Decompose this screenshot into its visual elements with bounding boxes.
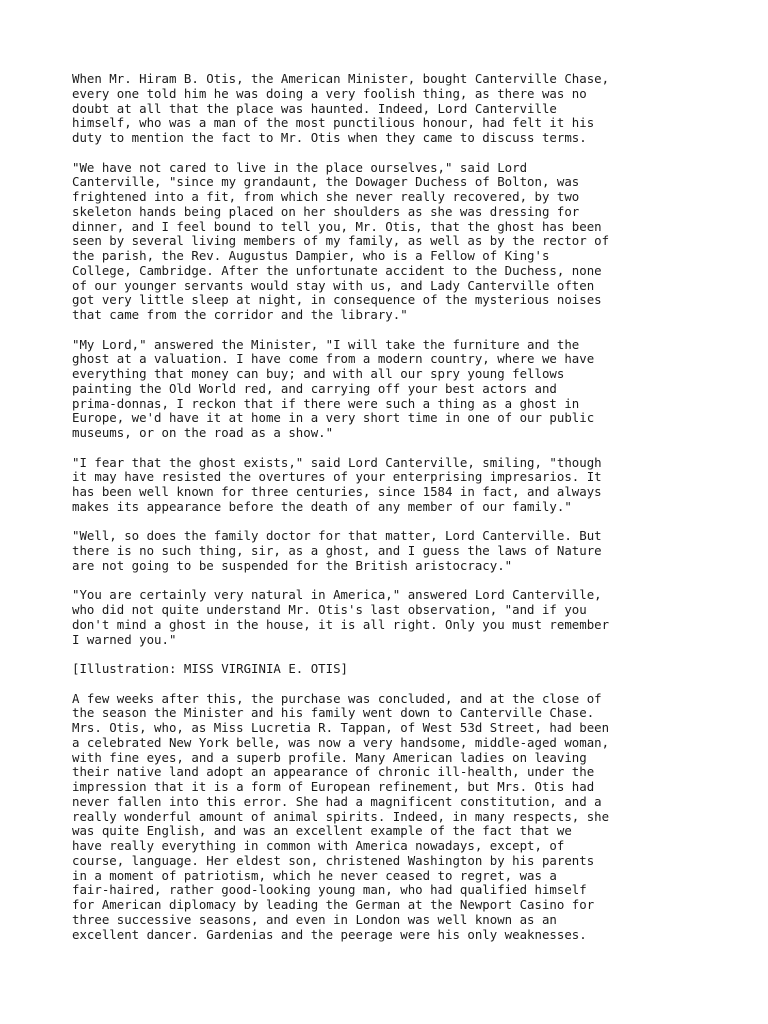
paragraph-5: "Well, so does the family doctor for that matter, Lord Canterville. But there is no such thing, sir, as a ghost, and I guess the laws of Nature are not going to be suspended for the British aristocracy." (72, 528, 602, 573)
paragraph-6: "You are certainly very natural in America," answered Lord Canterville, who did not quite understand Mr. Otis's last observation, "and if you don't mind a ghost in the house, it is all right. Only you must remember I warned you." (72, 587, 610, 647)
document-page (72, 72, 712, 957)
paragraph-7: A few weeks after this, the purchase was concluded, and at the close of the season the Minister and his family went down to Canterville Chase. Mrs. Otis, who, as Miss Lucretia R. Tappan, of West 53d Street, had been a celebrated New York belle, was now a very handsome, middle-aged woman, with fine eyes, and a superb profile. Many American ladies on leaving their native land adopt an appearance of chronic ill-health, under the impression that it is a form of European refinement, but Mrs. Otis had never fallen into this error. She had a magnificent constitution, and a really wonderful amount of animal spirits. Indeed, in many respects, she was quite English, and was an excellent example of the fact that we have really everything in common with America nowadays, except, of course, language. Her eldest son, christened Washington by his parents in a moment of patriotism, which he never ceased to regret, was a fair-haired, rather good-looking young man, who had qualified himself for American diplomacy by leading the German at the Newport Casino for three successive seasons, and even in London was well known as an excellent dancer. Gardenias and the peerage were his only weaknesses. (72, 690, 610, 942)
illustration-caption: [Illustration: MISS VIRGINIA E. OTIS] (72, 661, 349, 676)
paragraph-3: "My Lord," answered the Minister, "I will take the furniture and the ghost at a valuation. I have come from a modern country, where we have everything that money can buy; and with all our spry young fellows painting the Old World red, and carrying off your best actors and prima-donnas, I reckon that if there were such a thing as a ghost in Europe, we'd have it at home in a very short time in one of our public museums, or on the road as a show." (72, 336, 595, 440)
paragraph-2: "We have not cared to live in the place ourselves," said Lord Canterville, "since my grandaunt, the Dowager Duchess of Bolton, was frightened into a fit, from which she never really recovered, by two skeleton hands being placed on her shoulders as she was dressing for dinner, and I feel bound to tell you, Mr. Otis, that the ghost has been seen by several living members of my family, as well as by the rector of the parish, the Rev. Augustus Dampier, who is a Fellow of King's College, Cambridge. After the unfortunate accident to the Duchess, none of our younger servants would stay with us, and Lady Canterville often got very little sleep at night, in consequence of the mysterious noises that came from the corridor and the library." (72, 159, 610, 322)
paragraph-1: When Mr. Hiram B. Otis, the American Minister, bought Canterville Chase, every one told him he was doing a very foolish thing, as there was no doubt at all that the place was haunted. Indeed, Lord Canterville himself, who was a man of the most punctilious honour, had felt it his duty to mention the fact to Mr. Otis when they came to discuss terms. (72, 71, 610, 145)
paragraph-4: "I fear that the ghost exists," said Lord Canterville, smiling, "though it may have resisted the overtures of your enterprising impresarios. It has been well known for three centuries, since 1584 in fact, and always makes its appearance before the death of any member of our family." (72, 454, 602, 514)
